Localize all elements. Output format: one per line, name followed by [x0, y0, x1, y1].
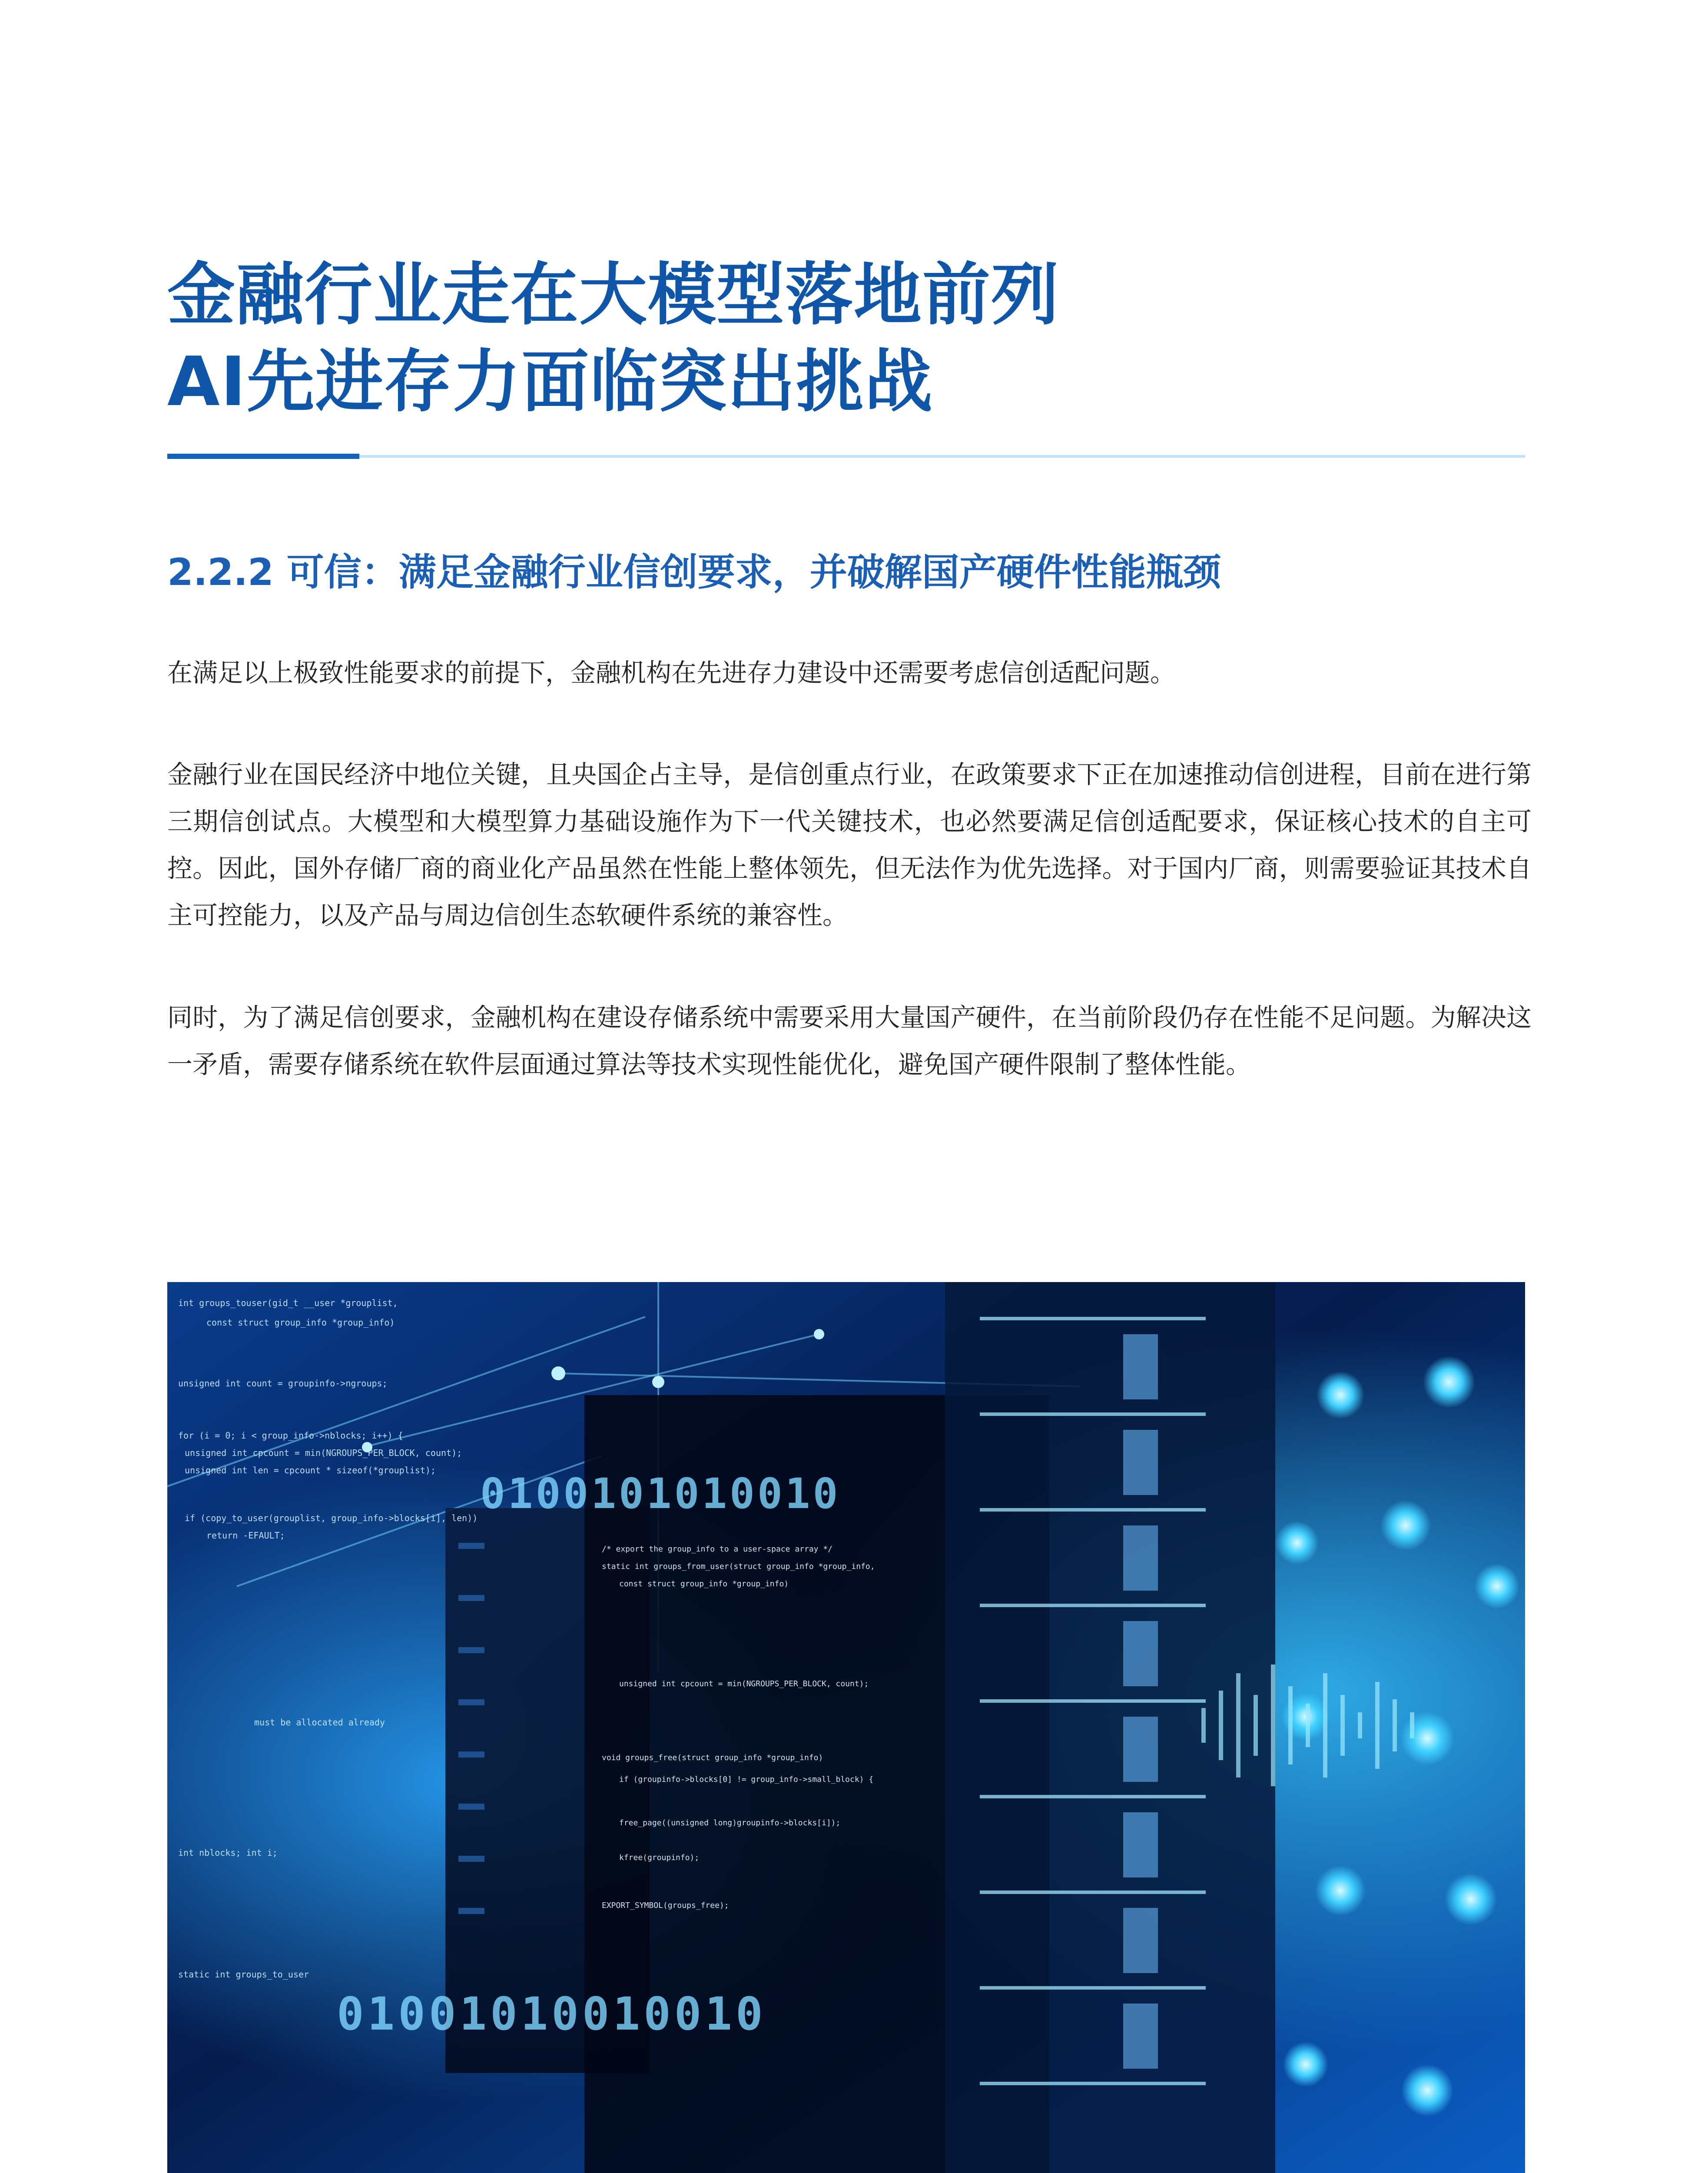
code-line: void groups_free(struct group_info *group_info): [602, 1753, 823, 1762]
title-divider: [167, 455, 1525, 458]
paragraph-policy: 金融行业在国民经济中地位关键，且央国企占主导，是信创重点行业，在政策要求下正在加速推动信创进程，目前在进行第三期信创试点。大模型和大模型算力基础设施作为下一代关键技术，也必然要满足信创适配要求，保证核心技术的自主可控。因此，国外存储厂商的商业化产品虽然在性能上整体领先，但无法作为优先选择。对于国内厂商，则需要验证其技术自主可控能力，以及产品与周边信创生态软硬件系统的兼容性。: [167, 760, 1532, 930]
paragraph-intro: 在满足以上极致性能要求的前提下，金融机构在先进存力建设中还需要考虑信创适配问题。: [167, 658, 1176, 688]
code-line: if (groupinfo->blocks[0] != group_info->small_block) {: [619, 1775, 874, 1784]
code-line: const struct group_info *group_info): [619, 1579, 789, 1588]
section-heading: 2.2.2 可信：满足金融行业信创要求，并破解国产硬件性能瓶颈: [167, 551, 1221, 594]
code-line: unsigned int count = groupinfo->ngroups;: [178, 1378, 388, 1389]
code-line: unsigned int cpcount = min(NGROUPS_PER_BLOCK, count);: [619, 1679, 869, 1688]
page-title-line-2: AI先进存力面临突出挑战: [167, 342, 933, 421]
hero-image: [167, 1282, 1525, 2173]
title-divider-accent: [167, 454, 359, 459]
code-line: /* export the group_info to a user-space array */: [602, 1545, 833, 1554]
code-line: kfree(groupinfo);: [619, 1853, 700, 1862]
code-line: static int groups_to_user: [178, 1969, 309, 1980]
code-line: for (i = 0; i < group_info->nblocks; i++) {: [178, 1430, 403, 1441]
binary-row-top: 0100101010010: [480, 1469, 841, 1518]
code-line: if (copy_to_user(grouplist, group_info->blocks[i], len)): [185, 1513, 478, 1523]
code-line: free_page((unsigned long)groupinfo->blocks[i]);: [619, 1818, 841, 1827]
code-line: EXPORT_SYMBOL(groups_free);: [602, 1901, 729, 1910]
data-center-illustration: [167, 1282, 1525, 2173]
code-line: int nblocks; int i;: [178, 1847, 278, 1858]
binary-row-bottom: 01001010010010: [337, 1987, 766, 2040]
page-title: [167, 251, 1514, 425]
code-line: return -EFAULT;: [206, 1530, 285, 1541]
code-line: unsigned int len = cpcount * sizeof(*grouplist);: [185, 1465, 436, 1475]
code-line: unsigned int cpcount = min(NGROUPS_PER_BLOCK, count);: [185, 1448, 462, 1458]
paragraph-hardware: 同时，为了满足信创要求，金融机构在建设存储系统中需要采用大量国产硬件，在当前阶段仍存在性能不足问题。为解决这一矛盾，需要存储系统在软件层面通过算法等技术实现性能优化，避免国产硬件限制了整体性能。: [167, 1003, 1532, 1079]
code-line: must be allocated already: [254, 1717, 385, 1728]
page-title-line-1: 金融行业走在大模型落地前列: [167, 255, 1060, 334]
code-line: static int groups_from_user(struct group_info *group_info,: [602, 1562, 875, 1571]
code-line: const struct group_info *group_info): [206, 1317, 395, 1328]
code-line: int groups_touser(gid_t __user *grouplist,: [178, 1298, 398, 1308]
